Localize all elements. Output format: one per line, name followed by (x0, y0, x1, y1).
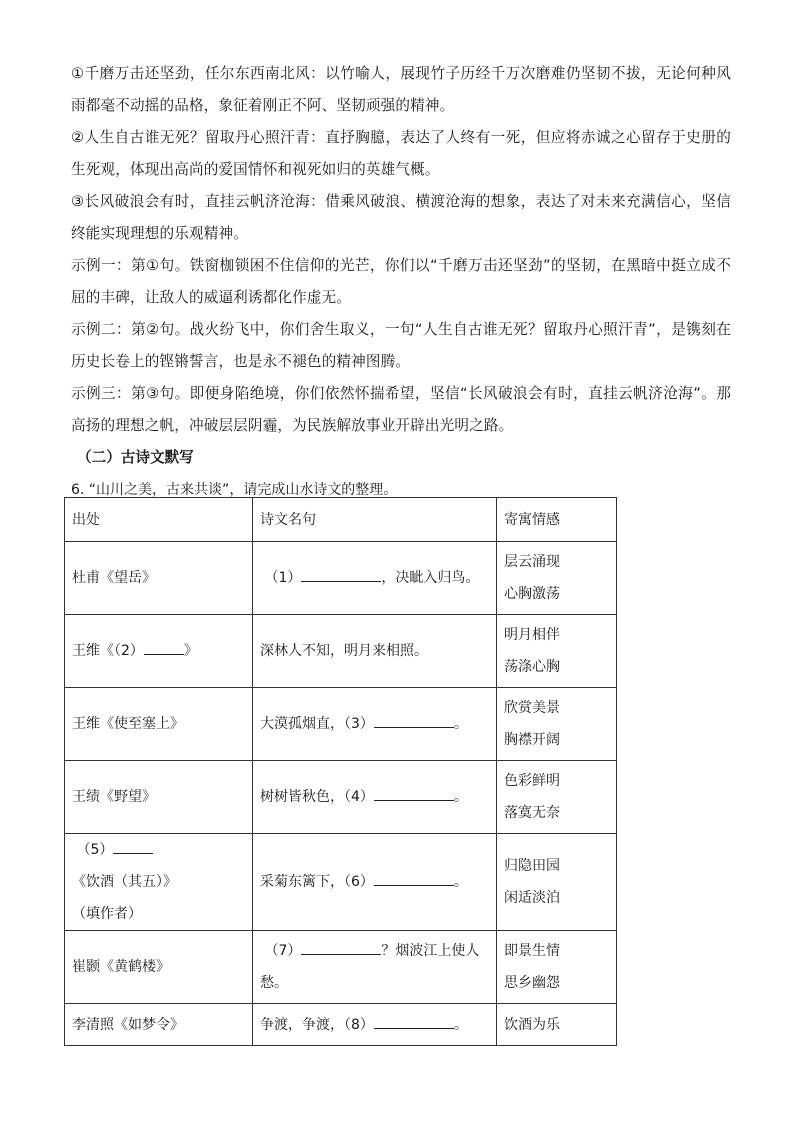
row-source: 王绩《野望》 (65, 761, 253, 834)
table-header-row (65, 498, 617, 542)
emotion-2: 落寞无奈 (504, 805, 560, 821)
answer-blank-8[interactable] (374, 1014, 454, 1029)
answer-blank-2[interactable] (144, 640, 184, 655)
header-source: 出处 (65, 498, 253, 542)
emotion-1: 明月相伴 (504, 627, 560, 643)
table-row (65, 1004, 617, 1046)
table-row (65, 834, 617, 931)
row-emotion (497, 615, 617, 688)
row-lines (253, 834, 497, 931)
emotion-2: 荡涤心胸 (504, 659, 560, 675)
paragraph-3: ③长风破浪会有时，直挂云帆济沧海：借乘风破浪、横渡沧海的想象，表达了对未来充满信心，坚信终能实现理想的乐观精神。 (71, 193, 731, 242)
table-row (65, 615, 617, 688)
example-2: 示例二：第②句。战火纷飞中，你们舍生取义，一句“人生自古谁无死？留取丹心照汗青”，是镌刻在历史长卷上的铿锵誓言，也是永不褪色的精神图腾。 (71, 321, 731, 370)
table-row (65, 931, 617, 1004)
emotion-1: 欣赏美景 (504, 700, 560, 716)
row-lines (253, 688, 497, 761)
line-text: （7） (264, 943, 302, 959)
answer-blank-1[interactable] (301, 567, 381, 582)
row-emotion: 饮酒为乐 (497, 1004, 617, 1046)
table-row (65, 542, 617, 615)
emotion-1: 归隐田园 (504, 858, 560, 874)
answer-blank-4[interactable] (374, 786, 454, 801)
row-lines (253, 931, 497, 1004)
blank-label: （1） (264, 570, 302, 586)
row-source (65, 615, 253, 688)
row-emotion (497, 834, 617, 931)
row-source: 崔颢《黄鹤楼》 (65, 931, 253, 1004)
row-emotion (497, 542, 617, 615)
paragraph-2: ②人生自古谁无死？留取丹心照汗青：直抒胸臆，表达了人终有一死，但应将赤诚之心留存于史册的生死观，体现出高尚的爱国情怀和视死如归的英雄气概。 (71, 129, 731, 178)
answer-blank-6[interactable] (374, 871, 454, 886)
line-text: 争渡，争渡，（8） (260, 1016, 374, 1033)
source-note: （填作者） (72, 906, 142, 922)
paragraph-1: ①千磨万击还坚劲，任尔东西南北风：以竹喻人，展现竹子历经千万次磨难仍坚韧不拔，无论何种风雨都毫不动摇的品格，象征着刚正不阿、坚韧顽强的精神。 (71, 65, 731, 114)
row-lines (253, 761, 497, 834)
line-text: 树树皆秋色，（4） (260, 789, 374, 805)
line-text-end: 。 (453, 874, 468, 890)
answer-blank-5[interactable] (113, 839, 153, 854)
row-lines (253, 1004, 497, 1046)
document-body (71, 58, 731, 506)
line-text-end: ？烟波江上使人愁。 (260, 943, 480, 991)
row-emotion (497, 761, 617, 834)
source-text-end: 《饮酒（其五）》 (72, 874, 177, 890)
header-emotion: 寄寓情感 (497, 498, 617, 542)
source-text: 王维《（2） (72, 643, 144, 659)
line-text-end: 。 (453, 716, 468, 732)
example-3: 示例三：第③句。即便身陷绝境，你们依然怀揣希望，坚信“长风破浪会有时，直挂云帆济沧海”。那高扬的理想之帆，冲破层层阴霾，为民族解放事业开辟出光明之路。 (71, 385, 731, 434)
poem-table (64, 497, 617, 1046)
emotion-2: 思乡幽怨 (504, 975, 560, 991)
row-source: 杜甫《望岳》 (65, 542, 253, 615)
table-row (65, 688, 617, 761)
line-text-end: 。 (453, 789, 468, 805)
table-row (65, 761, 617, 834)
question-6: 6. “山川之美，古来共谈”，请完成山水诗文的整理。 (71, 482, 398, 498)
answer-blank-7[interactable] (301, 940, 381, 955)
answer-blank-3[interactable] (374, 713, 454, 728)
row-emotion (497, 931, 617, 1004)
emotion-2: 胸襟开阔 (504, 732, 560, 748)
emotion-1: 色彩鲜明 (504, 773, 560, 789)
row-emotion (497, 688, 617, 761)
section-title: （二）古诗文默写 (77, 449, 194, 466)
emotion-2: 心胸激荡 (504, 586, 560, 602)
row-source: 王维《使至塞上》 (65, 688, 253, 761)
row-source: 李清照《如梦令》 (65, 1004, 253, 1046)
line-text: ，决眦入归鸟。 (381, 570, 480, 586)
line-text-end: 。 (453, 1016, 468, 1033)
row-lines: 深林人不知，明月来相照。 (253, 615, 497, 688)
line-text: 采菊东篱下，（6） (260, 874, 374, 890)
emotion-1: 层云涌现 (504, 554, 560, 570)
emotion-2: 闲适淡泊 (504, 890, 560, 906)
header-lines: 诗文名句 (253, 498, 497, 542)
source-text: （5） (76, 842, 114, 858)
row-lines (253, 542, 497, 615)
row-source (65, 834, 253, 931)
example-1: 示例一：第①句。铁窗枷锁困不住信仰的光芒，你们以“千磨万击还坚劲”的坚韧，在黑暗中挺立成不屈的丰碑，让敌人的威逼利诱都化作虚无。 (71, 257, 731, 306)
emotion-1: 即景生情 (504, 943, 560, 959)
line-text: 大漠孤烟直，（3） (260, 716, 374, 732)
source-text-end: 》 (183, 643, 198, 659)
